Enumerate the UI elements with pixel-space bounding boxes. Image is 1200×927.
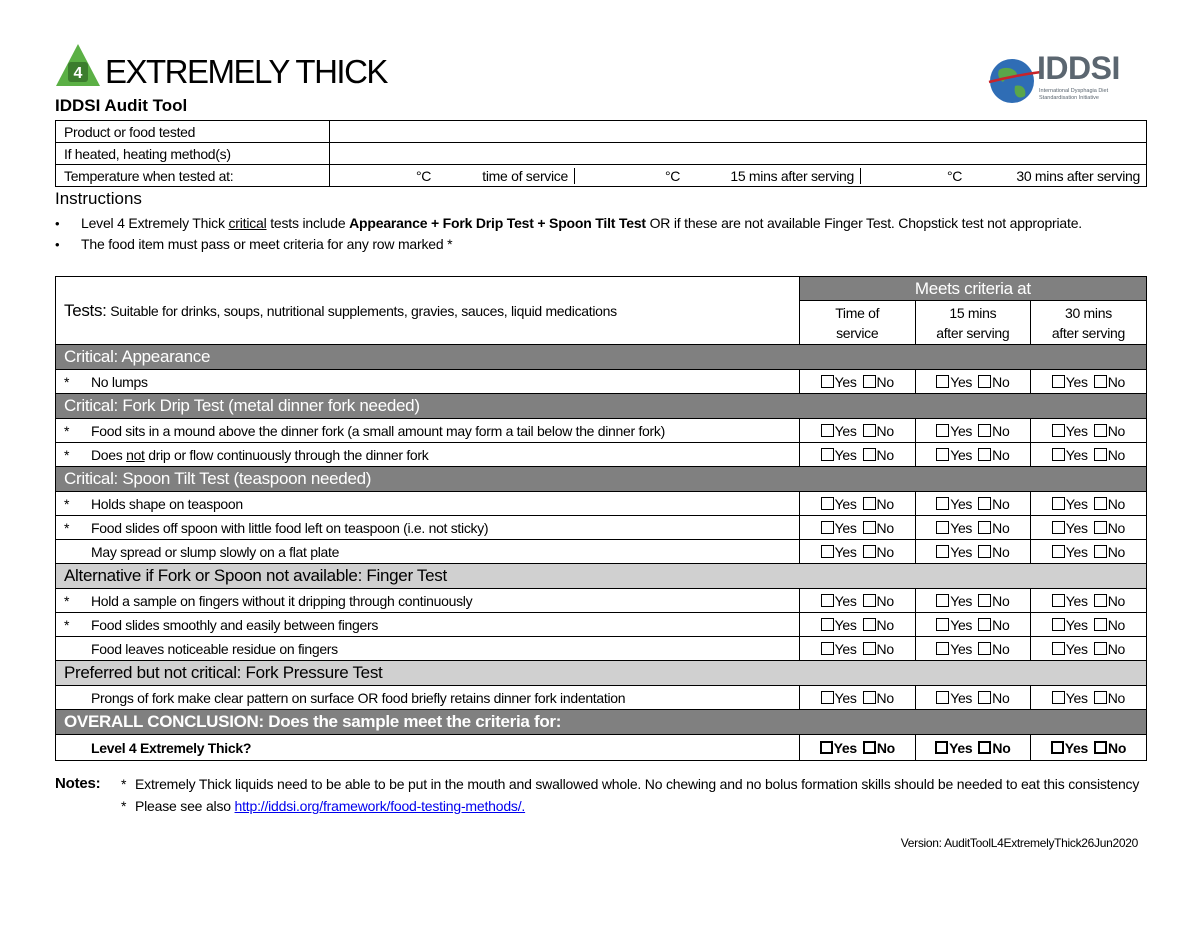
temp-time-label: 30 mins after serving (1016, 167, 1140, 184)
no-label: No (876, 373, 894, 390)
logo-tagline: International Dysphagia Diet Standardisation Initiative (1039, 88, 1109, 101)
yes-label: Yes (950, 422, 973, 439)
yes-no-cell (915, 492, 1030, 516)
no-checkbox[interactable] (863, 497, 876, 510)
yes-label: Yes (834, 592, 857, 609)
no-label: No (876, 446, 894, 463)
yes-checkbox[interactable] (821, 375, 834, 388)
yes-label: Yes (949, 739, 973, 756)
yes-option[interactable] (1052, 593, 1088, 609)
table-row: May spread or slump slowly on a flat plate Yes No Yes No Yes No (56, 540, 1147, 564)
no-checkbox[interactable] (863, 594, 876, 607)
yes-no-cell (915, 370, 1030, 394)
no-label: No (1107, 640, 1126, 657)
yes-label: Yes (950, 592, 973, 609)
yes-option[interactable] (1051, 740, 1088, 756)
yes-label: Yes (1064, 739, 1089, 756)
no-label: No (992, 446, 1010, 463)
yes-label: Yes (834, 616, 857, 633)
overall-conclusion-header: OVERALL CONCLUSION: Does the sample meet the criteria for: (56, 710, 1147, 735)
yes-option[interactable] (821, 520, 857, 536)
table-row: * Holds shape on teaspoon Yes No Yes No Yes No (56, 492, 1147, 516)
yes-no-cell (799, 589, 915, 613)
no-label: No (1107, 689, 1126, 706)
table-row: * Food slides smoothly and easily between fingers Yes No Yes No Yes No (56, 613, 1147, 637)
no-checkbox[interactable] (1094, 375, 1107, 388)
yes-checkbox[interactable] (820, 741, 833, 754)
product-label: Product or food tested (56, 121, 330, 143)
yes-no-cell (1030, 686, 1146, 710)
yes-option[interactable] (821, 617, 857, 633)
yes-checkbox[interactable] (1052, 424, 1065, 437)
no-option[interactable] (1094, 617, 1125, 633)
yes-option[interactable] (936, 617, 972, 633)
yes-no-cell (799, 686, 915, 710)
yes-option[interactable] (936, 544, 972, 560)
meets-criteria-header: Meets criteria at (799, 277, 1146, 301)
temp-field-15-mins[interactable] (575, 168, 861, 184)
version-label: Version: AuditToolL4ExtremelyThick26Jun2020 (900, 836, 1138, 850)
globe-icon (985, 52, 1043, 110)
yes-no-cell (915, 419, 1030, 443)
yes-option[interactable] (821, 593, 857, 609)
yes-checkbox[interactable] (1052, 545, 1065, 558)
no-checkbox[interactable] (863, 375, 876, 388)
no-option[interactable] (863, 520, 894, 536)
temperature-label: Temperature when tested at: (56, 165, 330, 187)
yes-checkbox[interactable] (1052, 448, 1065, 461)
no-label: No (992, 543, 1010, 560)
yes-checkbox[interactable] (821, 497, 834, 510)
no-checkbox[interactable] (1094, 448, 1107, 461)
yes-option[interactable] (936, 690, 972, 706)
yes-label: Yes (950, 373, 973, 390)
yes-checkbox[interactable] (821, 448, 834, 461)
yes-label: Yes (1065, 543, 1088, 560)
col-time-of-service: Time of service (799, 301, 915, 345)
yes-option[interactable] (821, 374, 857, 390)
yes-label: Yes (950, 543, 973, 560)
page-subtitle: IDDSI Audit Tool (55, 96, 188, 115)
no-option[interactable] (978, 544, 1009, 560)
yes-option[interactable] (936, 496, 972, 512)
no-checkbox[interactable] (863, 741, 876, 754)
no-label: No (1107, 519, 1126, 536)
yes-option[interactable] (821, 690, 857, 706)
table-row: * Food sits in a mound above the dinner fork (a small amount may form a tail below the dinner fork) Yes No Yes No Yes No (56, 419, 1147, 443)
note-item: * Please see also http://iddsi.org/framework/food-testing-methods/. (121, 798, 526, 814)
yes-no-cell (915, 516, 1030, 540)
yes-no-cell (915, 589, 1030, 613)
logo-wordmark: IDDSI (1037, 50, 1120, 86)
yes-label: Yes (950, 446, 973, 463)
no-label: No (1108, 739, 1127, 756)
no-label: No (992, 519, 1010, 536)
yes-option[interactable] (935, 740, 972, 756)
instructions-title: Instructions (55, 189, 142, 208)
no-label: No (1107, 495, 1126, 512)
page-header (55, 40, 1145, 118)
no-checkbox[interactable] (1094, 741, 1107, 754)
no-checkbox[interactable] (863, 691, 876, 704)
yes-no-cell (1030, 370, 1146, 394)
no-option[interactable] (1094, 496, 1125, 512)
no-label: No (992, 592, 1010, 609)
product-field[interactable] (330, 121, 1147, 143)
yes-label: Yes (1065, 373, 1088, 390)
yes-label: Yes (1065, 519, 1088, 536)
yes-checkbox[interactable] (1052, 642, 1065, 655)
yes-no-cell (1030, 516, 1146, 540)
no-label: No (1107, 616, 1126, 633)
no-option[interactable] (863, 544, 894, 560)
section-appearance: Critical: Appearance (56, 345, 1147, 370)
no-checkbox[interactable] (863, 618, 876, 631)
yes-option[interactable] (1052, 520, 1088, 536)
no-option[interactable] (978, 423, 1009, 439)
no-checkbox[interactable] (1094, 691, 1107, 704)
no-option[interactable] (863, 690, 894, 706)
yes-option[interactable] (820, 740, 857, 756)
no-checkbox[interactable] (978, 424, 991, 437)
yes-no-cell (799, 613, 915, 637)
yes-no-cell (1030, 443, 1146, 467)
col-15-mins: 15 mins after serving (915, 301, 1030, 345)
no-label: No (876, 422, 894, 439)
yes-no-cell (799, 492, 915, 516)
no-option[interactable] (863, 374, 894, 390)
yes-checkbox[interactable] (935, 741, 948, 754)
yes-no-cell (915, 686, 1030, 710)
yes-label: Yes (834, 495, 857, 512)
no-checkbox[interactable] (978, 448, 991, 461)
no-option[interactable] (863, 740, 895, 756)
yes-label: Yes (834, 689, 857, 706)
level-number: 4 (73, 65, 83, 82)
yes-label: Yes (1065, 495, 1088, 512)
no-checkbox[interactable] (978, 594, 991, 607)
yes-label: Yes (1065, 446, 1088, 463)
no-checkbox[interactable] (978, 375, 991, 388)
section-finger-test: Alternative if Fork or Spoon not available: Finger Test (56, 564, 1147, 589)
no-label: No (876, 616, 894, 633)
instruction-item: • Level 4 Extremely Thick critical tests include Appearance + Fork Drip Test + Spoon Tilt Test OR if these are not available Finger Test. Chopstick test not appropriate. (55, 213, 1130, 234)
no-checkbox[interactable] (1094, 424, 1107, 437)
yes-label: Yes (950, 519, 973, 536)
no-label: No (876, 640, 894, 657)
yes-checkbox[interactable] (936, 448, 949, 461)
temp-field-time-of-service[interactable] (330, 168, 575, 184)
yes-option[interactable] (1052, 423, 1088, 439)
yes-checkbox[interactable] (936, 497, 949, 510)
yes-option[interactable] (1052, 617, 1088, 633)
no-option[interactable] (1094, 641, 1125, 657)
instructions-list (55, 213, 1130, 255)
tests-heading: Tests: Suitable for drinks, soups, nutritional supplements, gravies, sauces, liquid medications (56, 277, 800, 345)
yes-label: Yes (834, 543, 857, 560)
yes-option[interactable] (1052, 374, 1088, 390)
no-checkbox[interactable] (863, 448, 876, 461)
yes-checkbox[interactable] (821, 691, 834, 704)
heating-field[interactable] (330, 143, 1147, 165)
no-option[interactable] (1094, 690, 1125, 706)
yes-option[interactable] (821, 423, 857, 439)
food-testing-methods-link[interactable]: http://iddsi.org/framework/food-testing-methods/. (234, 798, 526, 814)
no-checkbox[interactable] (1094, 497, 1107, 510)
yes-label: Yes (950, 495, 973, 512)
yes-option[interactable] (936, 374, 972, 390)
yes-checkbox[interactable] (936, 545, 949, 558)
no-label: No (992, 373, 1010, 390)
yes-label: Yes (1065, 640, 1088, 657)
no-checkbox[interactable] (978, 741, 991, 754)
col-30-mins: 30 mins after serving (1030, 301, 1146, 345)
tests-table (55, 276, 1147, 761)
yes-option[interactable] (821, 496, 857, 512)
no-checkbox[interactable] (1094, 594, 1107, 607)
yes-checkbox[interactable] (821, 642, 834, 655)
no-option[interactable] (1094, 447, 1125, 463)
yes-no-cell (1030, 492, 1146, 516)
yes-no-cell (1030, 540, 1146, 564)
temp-unit: °C (416, 167, 432, 184)
no-option[interactable] (863, 617, 894, 633)
no-label: No (1107, 422, 1126, 439)
yes-no-cell (915, 613, 1030, 637)
yes-option[interactable] (1052, 690, 1088, 706)
yes-no-cell (799, 516, 915, 540)
temperature-fields (330, 165, 1147, 187)
table-row: * Food slides off spoon with little food left on teaspoon (i.e. not sticky) Yes No Yes No Yes No (56, 516, 1147, 540)
yes-checkbox[interactable] (821, 545, 834, 558)
no-label: No (1107, 543, 1126, 560)
no-label: No (876, 689, 894, 706)
no-option[interactable] (978, 593, 1009, 609)
yes-option[interactable] (821, 447, 857, 463)
no-checkbox[interactable] (863, 424, 876, 437)
no-checkbox[interactable] (978, 521, 991, 534)
yes-checkbox[interactable] (821, 424, 834, 437)
temp-time-label: time of service (482, 167, 568, 184)
yes-no-cell (799, 540, 915, 564)
no-option[interactable] (863, 423, 894, 439)
yes-no-cell (915, 735, 1030, 761)
yes-option[interactable] (1052, 641, 1088, 657)
yes-no-cell (915, 540, 1030, 564)
section-fork-drip: Critical: Fork Drip Test (metal dinner fork needed) (56, 394, 1147, 419)
yes-option[interactable] (821, 544, 857, 560)
no-label: No (1107, 592, 1126, 609)
yes-no-cell (799, 370, 915, 394)
no-label: No (992, 495, 1010, 512)
final-row: Level 4 Extremely Thick? Yes No Yes No Yes No (56, 735, 1147, 761)
no-label: No (992, 739, 1011, 756)
no-label: No (876, 739, 895, 756)
yes-label: Yes (950, 640, 973, 657)
yes-no-cell (1030, 735, 1146, 761)
yes-checkbox[interactable] (821, 618, 834, 631)
no-option[interactable] (978, 617, 1009, 633)
yes-checkbox[interactable] (936, 594, 949, 607)
yes-no-cell (799, 735, 915, 761)
table-row: Prongs of fork make clear pattern on surface OR food briefly retains dinner fork indentation Yes No Yes No Yes No (56, 686, 1147, 710)
temp-time-label: 15 mins after serving (730, 167, 854, 184)
no-label: No (876, 592, 894, 609)
note-item: * Extremely Thick liquids need to be able to be put in the mouth and swallowed whole. No chewing and no bolus formation skills should be needed to eat this consistency (121, 776, 1140, 792)
yes-checkbox[interactable] (936, 618, 949, 631)
yes-checkbox[interactable] (821, 594, 834, 607)
notes-section (55, 773, 1145, 817)
no-option[interactable] (863, 641, 894, 657)
yes-label: Yes (1065, 422, 1088, 439)
yes-checkbox[interactable] (821, 521, 834, 534)
yes-checkbox[interactable] (936, 424, 949, 437)
no-option[interactable] (978, 520, 1009, 536)
notes-label: Notes: (55, 775, 101, 792)
no-label: No (876, 519, 894, 536)
no-checkbox[interactable] (1094, 618, 1107, 631)
no-checkbox[interactable] (863, 521, 876, 534)
no-option[interactable] (1094, 593, 1125, 609)
yes-option[interactable] (936, 447, 972, 463)
no-label: No (992, 422, 1010, 439)
yes-option[interactable] (1052, 447, 1088, 463)
yes-no-cell (915, 637, 1030, 661)
no-checkbox[interactable] (978, 691, 991, 704)
no-option[interactable] (863, 447, 894, 463)
no-checkbox[interactable] (978, 497, 991, 510)
yes-label: Yes (834, 422, 857, 439)
yes-checkbox[interactable] (936, 691, 949, 704)
no-option[interactable] (1094, 520, 1125, 536)
no-checkbox[interactable] (1094, 642, 1107, 655)
temp-field-30-mins[interactable] (861, 168, 1146, 184)
yes-option[interactable] (936, 593, 972, 609)
no-option[interactable] (978, 447, 1009, 463)
no-label: No (1107, 373, 1126, 390)
heating-label: If heated, heating method(s) (56, 143, 330, 165)
no-checkbox[interactable] (863, 642, 876, 655)
no-option[interactable] (978, 641, 1009, 657)
yes-no-cell (799, 419, 915, 443)
no-label: No (992, 616, 1010, 633)
no-option[interactable] (1094, 423, 1125, 439)
yes-option[interactable] (936, 520, 972, 536)
no-checkbox[interactable] (1094, 521, 1107, 534)
yes-checkbox[interactable] (1052, 497, 1065, 510)
yes-no-cell (1030, 419, 1146, 443)
yes-option[interactable] (936, 641, 972, 657)
no-checkbox[interactable] (1094, 545, 1107, 558)
table-row: * Hold a sample on fingers without it dripping through continuously Yes No Yes No Yes No (56, 589, 1147, 613)
yes-label: Yes (834, 446, 857, 463)
table-row: * Does not drip or flow continuously through the dinner fork Yes No Yes No Yes No (56, 443, 1147, 467)
no-checkbox[interactable] (978, 618, 991, 631)
yes-checkbox[interactable] (936, 375, 949, 388)
no-option[interactable] (978, 690, 1009, 706)
yes-label: Yes (1065, 592, 1088, 609)
yes-label: Yes (833, 739, 857, 756)
yes-label: Yes (950, 616, 973, 633)
yes-label: Yes (834, 640, 857, 657)
yes-no-cell (1030, 637, 1146, 661)
yes-no-cell (1030, 589, 1146, 613)
yes-checkbox[interactable] (936, 521, 949, 534)
no-checkbox[interactable] (978, 642, 991, 655)
yes-checkbox[interactable] (1052, 618, 1065, 631)
yes-option[interactable] (821, 641, 857, 657)
yes-no-cell (1030, 613, 1146, 637)
yes-checkbox[interactable] (1052, 375, 1065, 388)
instruction-item: • The food item must pass or meet criteria for any row marked * (55, 234, 1130, 255)
no-checkbox[interactable] (863, 545, 876, 558)
yes-label: Yes (834, 373, 857, 390)
no-label: No (992, 689, 1010, 706)
yes-label: Yes (1065, 689, 1088, 706)
yes-label: Yes (1065, 616, 1088, 633)
table-row: * No lumps Yes No Yes No Yes No (56, 370, 1147, 394)
no-label: No (876, 543, 894, 560)
no-option[interactable] (1094, 374, 1125, 390)
section-spoon-tilt: Critical: Spoon Tilt Test (teaspoon needed) (56, 467, 1147, 492)
yes-option[interactable] (1052, 496, 1088, 512)
no-checkbox[interactable] (978, 545, 991, 558)
yes-option[interactable] (936, 423, 972, 439)
yes-label: Yes (834, 519, 857, 536)
no-option[interactable] (978, 496, 1009, 512)
no-option[interactable] (978, 740, 1010, 756)
page-title: EXTREMELY THICK (105, 53, 387, 90)
yes-checkbox[interactable] (1052, 594, 1065, 607)
table-row: Food leaves noticeable residue on fingers Yes No Yes No Yes No (56, 637, 1147, 661)
no-option[interactable] (1094, 544, 1125, 560)
no-option[interactable] (978, 374, 1009, 390)
iddsi-logo (985, 52, 1145, 110)
no-option[interactable] (863, 593, 894, 609)
no-option[interactable] (1094, 740, 1126, 756)
no-label: No (1107, 446, 1126, 463)
yes-no-cell (799, 637, 915, 661)
yes-label: Yes (950, 689, 973, 706)
temp-unit: °C (947, 167, 963, 184)
section-fork-pressure: Preferred but not critical: Fork Pressure Test (56, 661, 1147, 686)
yes-checkbox[interactable] (1052, 691, 1065, 704)
no-label: No (876, 495, 894, 512)
yes-checkbox[interactable] (1052, 521, 1065, 534)
yes-checkbox[interactable] (936, 642, 949, 655)
product-info-table (55, 120, 1147, 187)
yes-no-cell (799, 443, 915, 467)
no-label: No (992, 640, 1010, 657)
no-option[interactable] (863, 496, 894, 512)
yes-no-cell (915, 443, 1030, 467)
temp-unit: °C (665, 167, 681, 184)
yes-checkbox[interactable] (1051, 741, 1064, 754)
yes-option[interactable] (1052, 544, 1088, 560)
level-4-triangle-icon (55, 42, 101, 88)
